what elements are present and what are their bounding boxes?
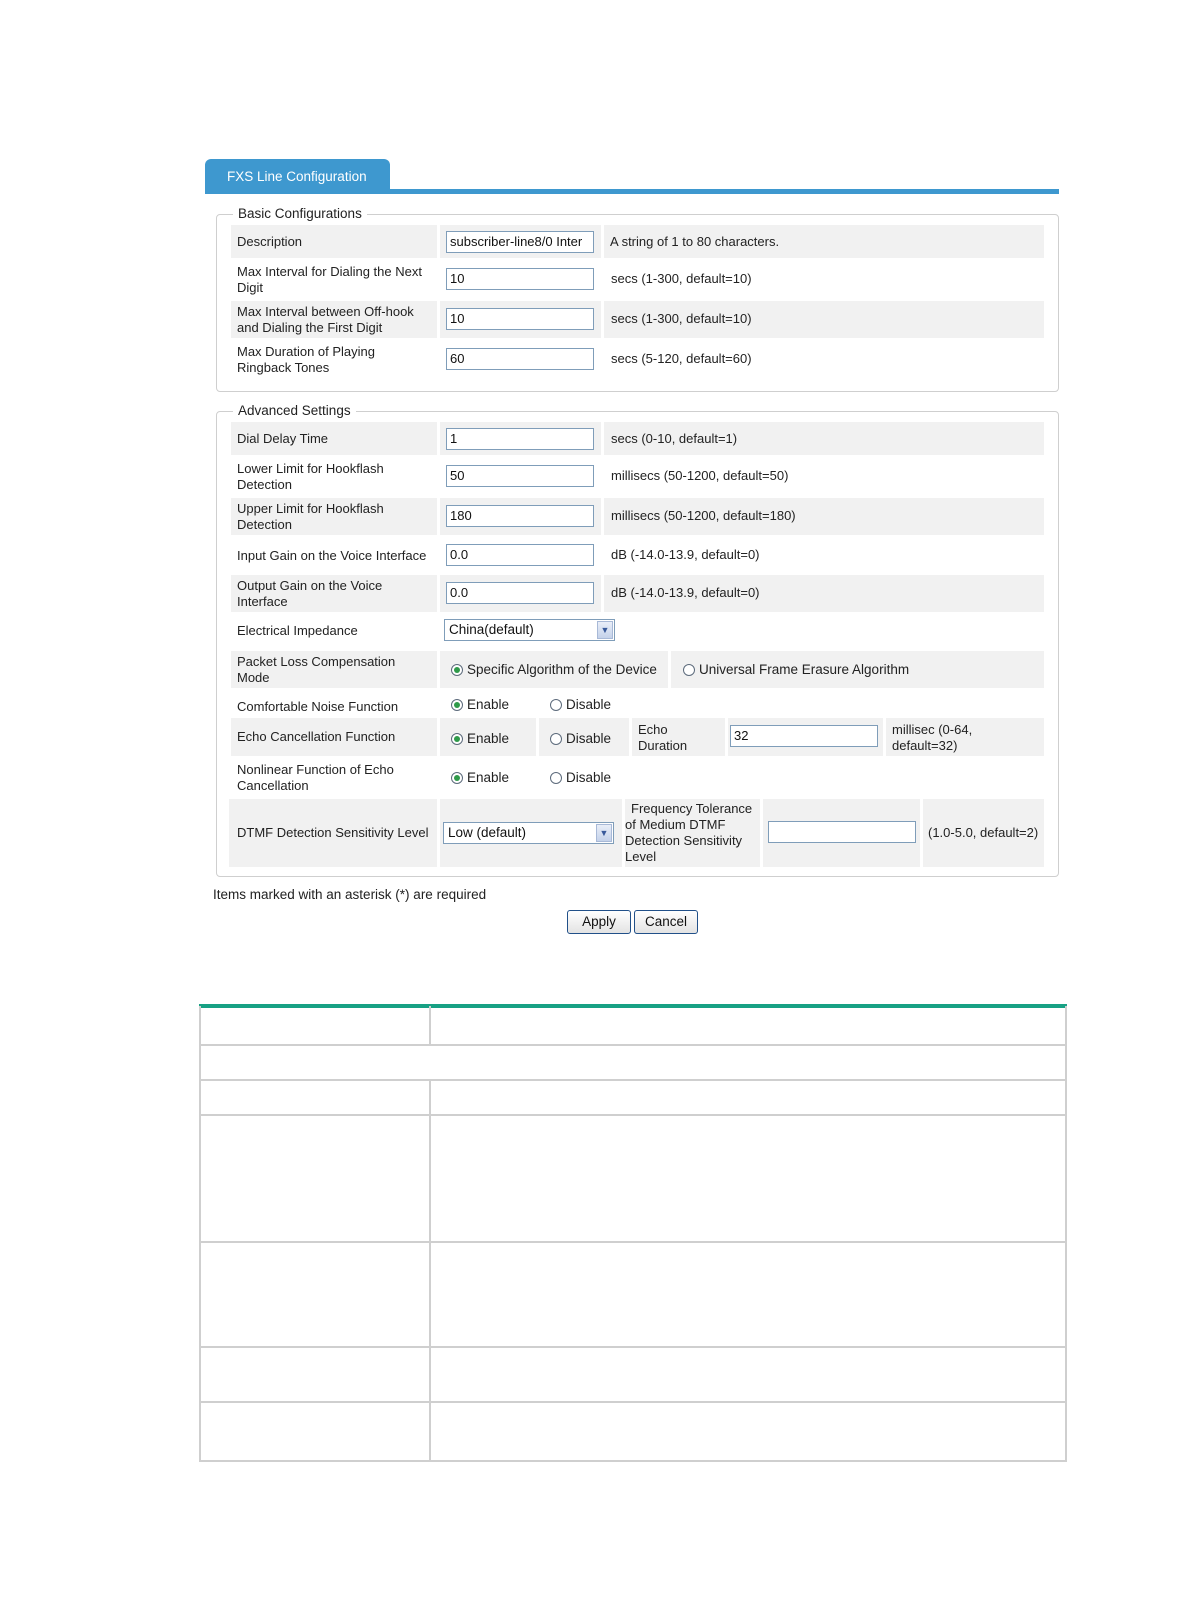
plc-mode-option1-label: Specific Algorithm of the Device xyxy=(467,662,657,677)
echo-duration-hint-2: default=32) xyxy=(892,738,958,753)
cancel-button[interactable]: Cancel xyxy=(634,910,698,934)
input-gain-label: Input Gain on the Voice Interface xyxy=(237,548,427,563)
upper-hookflash-label-2: Detection xyxy=(237,517,292,532)
dtmf-tolerance-hint: (1.0-5.0, default=2) xyxy=(928,825,1039,840)
dial-delay-input[interactable]: 1 xyxy=(446,428,594,450)
radio-unselected-icon xyxy=(550,733,562,745)
output-gain-input[interactable]: 0.0 xyxy=(446,582,594,604)
required-note: Items marked with an asterisk (*) are required xyxy=(213,887,487,902)
table-row-line xyxy=(199,1079,1067,1081)
table-row-line xyxy=(199,1114,1067,1116)
nonlinear-row xyxy=(231,758,1044,796)
plc-mode-universal-radio[interactable] xyxy=(683,662,909,678)
advanced-settings-legend: Advanced Settings xyxy=(233,403,356,418)
nonlinear-disable-radio[interactable] xyxy=(550,770,611,786)
echo-duration-hint-1: millisec (0-64, xyxy=(892,722,973,737)
output-gain-label-2: Interface xyxy=(237,594,288,609)
nonlinear-enable-radio[interactable] xyxy=(451,770,509,786)
upper-hookflash-input[interactable]: 180 xyxy=(446,505,594,527)
max-interval-offhook-label-1: Max Interval between Off-hook xyxy=(237,304,414,319)
description-hint: A string of 1 to 80 characters. xyxy=(610,234,780,249)
upper-hookflash-hint: millisecs (50-1200, default=180) xyxy=(611,508,796,523)
dtmf-tol-label-1: Frequency Tolerance xyxy=(631,801,753,816)
basic-configurations-legend: Basic Configurations xyxy=(233,206,367,221)
comfort-noise-enable-label: Enable xyxy=(467,697,510,712)
plc-mode-option2-label: Universal Frame Erasure Algorithm xyxy=(699,662,910,677)
dtmf-select[interactable] xyxy=(443,822,614,844)
table-col-line xyxy=(429,1079,431,1462)
max-interval-offhook-hint: secs (1-300, default=10) xyxy=(611,311,752,326)
comfort-noise-disable-radio[interactable] xyxy=(550,697,611,713)
radio-unselected-icon xyxy=(683,664,695,676)
radio-selected-icon xyxy=(451,772,463,784)
max-duration-ringback-label-1: Max Duration of Playing xyxy=(237,344,376,359)
nonlinear-label-1: Nonlinear Function of Echo xyxy=(237,762,394,777)
plc-mode-label-1: Packet Loss Compensation xyxy=(237,654,396,669)
input-gain-input[interactable]: 0.0 xyxy=(446,544,594,566)
impedance-label: Electrical Impedance xyxy=(237,623,358,638)
max-duration-ringback-input[interactable]: 60 xyxy=(446,348,594,370)
echo-duration-input[interactable]: 32 xyxy=(730,725,878,747)
table-row-line xyxy=(199,1460,1067,1462)
table-col-line xyxy=(1065,1006,1067,1462)
echo-cancel-disable-label: Disable xyxy=(566,731,612,746)
max-interval-next-digit-label-2: Digit xyxy=(237,280,264,295)
radio-selected-icon xyxy=(451,664,463,676)
table-col-line xyxy=(429,1006,431,1046)
nonlinear-disable-label: Disable xyxy=(566,770,612,785)
nonlinear-enable-label: Enable xyxy=(467,770,510,785)
comfort-noise-disable-label: Disable xyxy=(566,697,612,712)
max-interval-offhook-input[interactable]: 10 xyxy=(446,308,594,330)
table-row-line xyxy=(199,1346,1067,1348)
impedance-selected: China(default) xyxy=(449,622,534,637)
table-row-line xyxy=(199,1044,1067,1046)
max-duration-ringback-label-2: Ringback Tones xyxy=(237,360,330,375)
max-interval-next-digit-label-1: Max Interval for Dialing the Next xyxy=(237,264,422,279)
plc-mode-label-2: Mode xyxy=(237,670,270,685)
lower-hookflash-label-2: Detection xyxy=(237,477,292,492)
upper-hookflash-label-1: Upper Limit for Hookflash xyxy=(237,501,384,516)
dial-delay-hint: secs (0-10, default=1) xyxy=(611,431,738,446)
table-row-line xyxy=(199,1241,1067,1243)
dial-delay-label: Dial Delay Time xyxy=(237,431,329,446)
dtmf-tol-label-3: Detection Sensitivity xyxy=(625,833,743,848)
max-interval-offhook-label-2: and Dialing the First Digit xyxy=(237,320,383,335)
echo-cancel-enable-radio[interactable] xyxy=(451,731,509,747)
table-col-line xyxy=(199,1006,201,1462)
dtmf-selected: Low (default) xyxy=(448,825,527,840)
input-gain-hint: dB (-14.0-13.9, default=0) xyxy=(611,547,760,562)
tab-title: FXS Line Configuration xyxy=(227,169,367,184)
echo-duration-label-1: Echo xyxy=(638,722,668,737)
radio-selected-icon xyxy=(451,699,463,711)
description-label: Description xyxy=(237,234,303,249)
chevron-down-icon[interactable]: ▼ xyxy=(596,824,612,842)
radio-unselected-icon xyxy=(550,699,562,711)
impedance-row xyxy=(231,614,1044,648)
lower-hookflash-label-1: Lower Limit for Hookflash xyxy=(237,461,384,476)
comfort-noise-label: Comfortable Noise Function xyxy=(237,699,399,714)
echo-cancel-label: Echo Cancellation Function xyxy=(237,729,396,744)
radio-unselected-icon xyxy=(550,772,562,784)
output-gain-hint: dB (-14.0-13.9, default=0) xyxy=(611,585,760,600)
max-interval-next-digit-input[interactable]: 10 xyxy=(446,268,594,290)
lower-hookflash-hint: millisecs (50-1200, default=50) xyxy=(611,468,789,483)
radio-selected-icon xyxy=(451,733,463,745)
apply-button[interactable]: Apply xyxy=(567,910,631,934)
comfort-noise-enable-radio[interactable] xyxy=(451,697,509,713)
chevron-down-icon[interactable]: ▼ xyxy=(597,621,613,639)
plc-mode-specific-radio[interactable] xyxy=(451,662,657,678)
dtmf-tol-label-4: Level xyxy=(625,849,657,864)
echo-cancel-enable-label: Enable xyxy=(467,731,510,746)
max-duration-ringback-hint: secs (5-120, default=60) xyxy=(611,351,752,366)
tab-underline xyxy=(205,189,1059,194)
table-top-rule xyxy=(199,1004,1067,1008)
lower-hookflash-input[interactable]: 50 xyxy=(446,465,594,487)
description-input[interactable]: subscriber-line8/0 Inter xyxy=(446,231,594,253)
nonlinear-label-2: Cancellation xyxy=(237,778,309,793)
echo-duration-label-2: Duration xyxy=(638,738,688,753)
echo-cancel-disable-radio[interactable] xyxy=(550,731,611,747)
dtmf-tol-label-2: of Medium DTMF xyxy=(625,817,726,832)
max-interval-next-digit-hint: secs (1-300, default=10) xyxy=(611,271,752,286)
dtmf-label: DTMF Detection Sensitivity Level xyxy=(237,825,429,840)
output-gain-label-1: Output Gain on the Voice xyxy=(237,578,383,593)
dtmf-tolerance-input[interactable] xyxy=(768,821,916,843)
impedance-select[interactable] xyxy=(444,619,615,641)
table-row-line xyxy=(199,1401,1067,1403)
